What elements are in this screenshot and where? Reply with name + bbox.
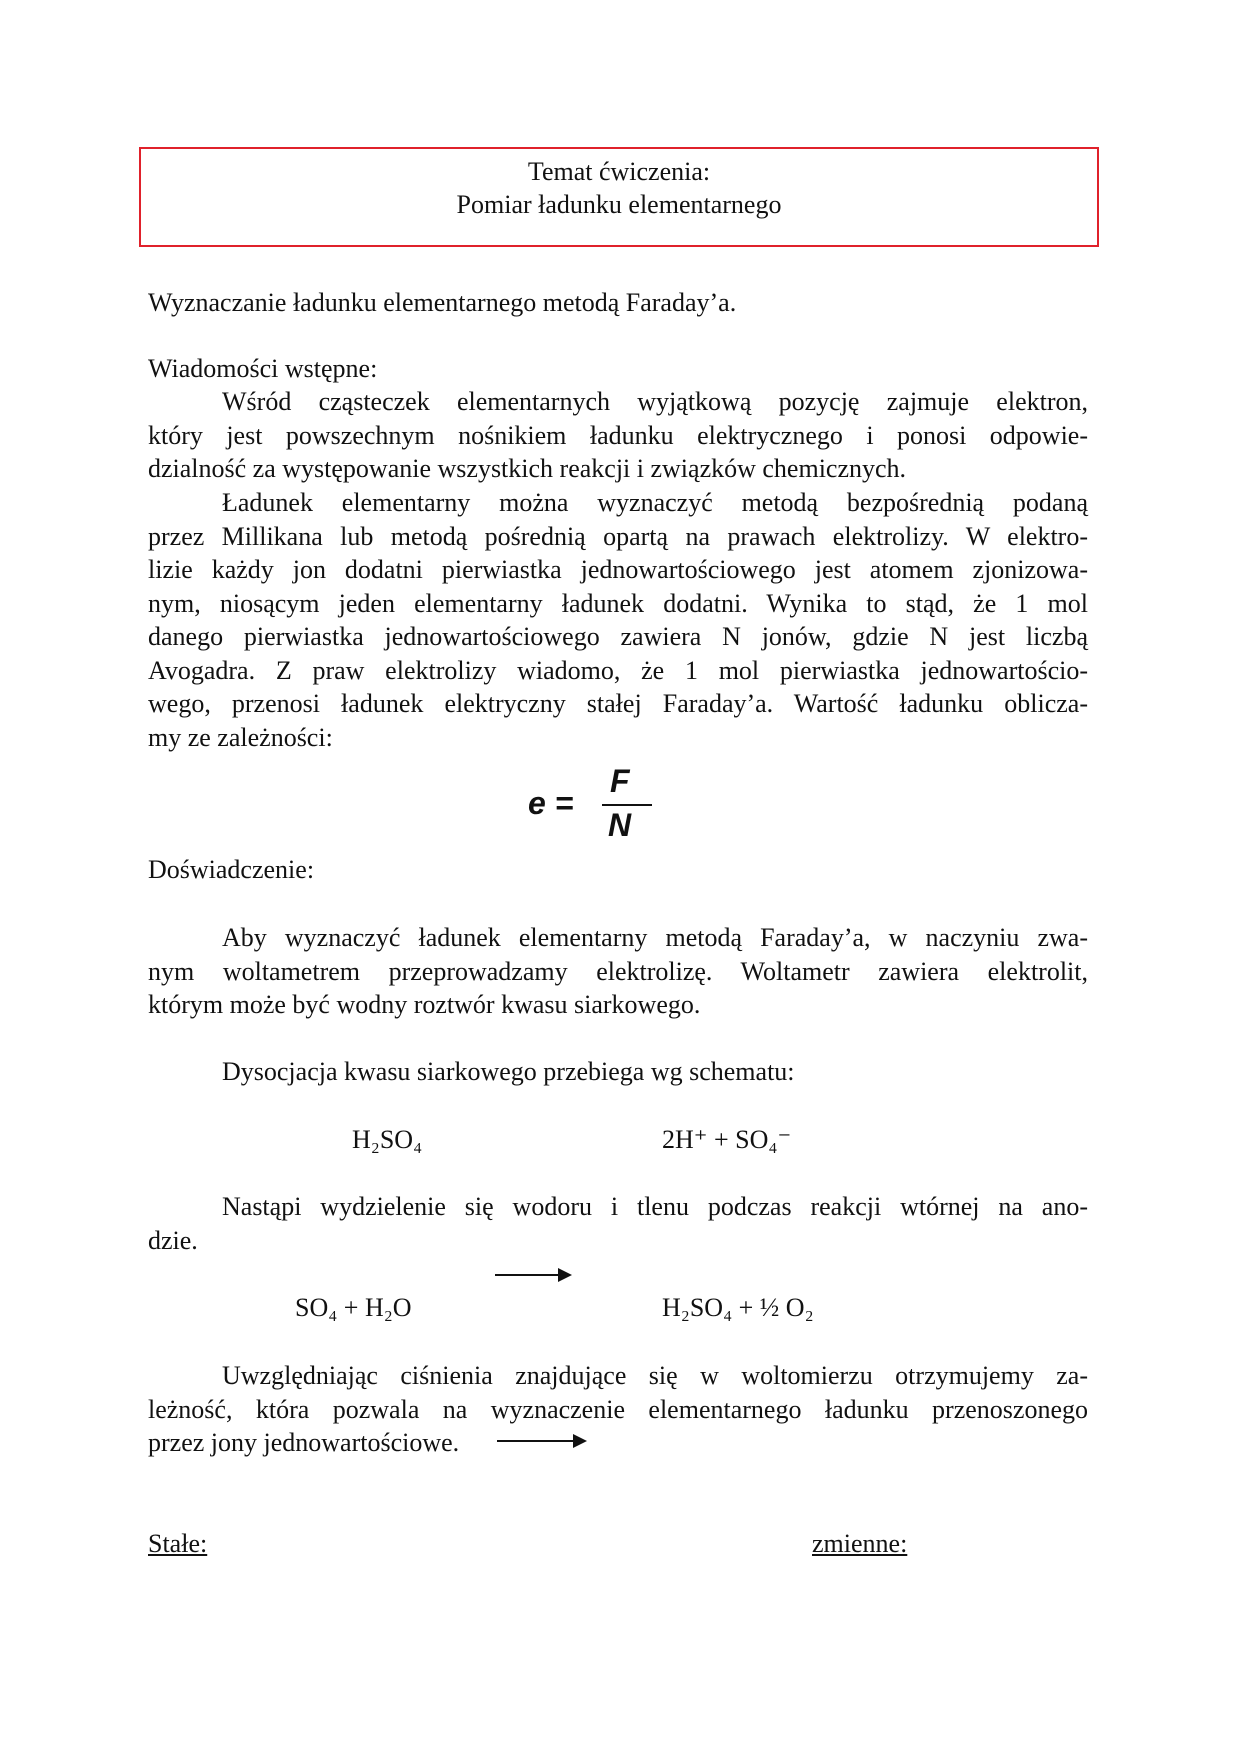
text-line: który jest powszechnym nośnikiem ładunku elektrycznego i ponosi odpowie- <box>148 420 1088 450</box>
title-line-1: Temat ćwiczenia: <box>527 157 711 186</box>
title-line-2: Pomiar ładunku elementarnego <box>456 190 782 219</box>
formula-denominator: N <box>608 807 632 843</box>
formula-lhs: e = <box>528 785 574 821</box>
variables-label: zmienne: <box>812 1529 908 1558</box>
text-line: dzialność za występowanie wszystkich reakcji i związków chemicznych. <box>148 454 907 483</box>
dissociation-intro: Dysocjacja kwasu siarkowego przebiega wg schematu: <box>222 1057 795 1086</box>
text-line: którym może być wodny roztwór kwasu siarkowego. <box>148 990 701 1019</box>
formula-numerator: F <box>610 763 630 799</box>
fraction-bar <box>602 804 652 806</box>
formula <box>528 765 658 845</box>
experiment-heading: Doświadczenie: <box>148 855 315 884</box>
text-line: przez Millikana lub metodą pośrednią opartą na prawach elektrolizy. W elektro- <box>148 521 1088 551</box>
reaction-arrow <box>495 1274 570 1276</box>
inline-arrow <box>497 1440 585 1442</box>
text-line: wego, przenosi ładunek elektryczny stałej Faraday’a. Wartość ładunku oblicza- <box>148 689 1088 718</box>
intro-paragraph-2 <box>148 486 1088 754</box>
text-line: my ze zależności: <box>148 722 333 752</box>
experiment-paragraph-3 <box>148 1359 1088 1460</box>
reaction-2-left: SO₄ + H₂O <box>295 1293 412 1322</box>
intro-heading: Wiadomości wstępne: <box>148 354 378 383</box>
text-line: Wśród cząsteczek elementarnych wyjątkową pozycję zajmuje elektron, <box>222 387 1088 416</box>
intro-paragraph-1 <box>148 385 1088 486</box>
constants-label: Stałe: <box>148 1529 208 1558</box>
text-line: lizie każdy jon dodatni pierwiastka jednowartościowego jest atomem zjonizowa- <box>148 555 1088 584</box>
reaction-1-left: H₂SO₄ <box>352 1125 423 1154</box>
text-line: Uwzględniając ciśnienia znajdujące się w woltomierzu otrzymujemy za- <box>222 1361 1088 1390</box>
reaction-1-right: 2H⁺ + SO₄⁻ <box>662 1125 792 1154</box>
text-line: Avogadra. Z praw elektrolizy wiadomo, że 1 mol pierwiastka jednowartościo- <box>148 655 1088 685</box>
experiment-paragraph-2 <box>148 1190 1088 1257</box>
text-line: dzie. <box>148 1225 198 1255</box>
title-box <box>139 147 1099 247</box>
text-line: przez jony jednowartościowe. <box>148 1428 460 1457</box>
text-line: nym woltametrem przeprowadzamy elektrolizę. Woltametr zawiera elektrolit, <box>148 956 1088 986</box>
text-line: Ładunek elementarny można wyznaczyć metodą bezpośrednią podaną <box>222 488 1088 517</box>
reaction-2-right: H₂SO₄ + ½ O₂ <box>662 1293 814 1322</box>
text-line: Nastąpi wydzielenie się wodoru i tlenu podczas reakcji wtórnej na ano- <box>222 1192 1088 1221</box>
experiment-paragraph-1 <box>148 921 1088 1022</box>
text-line: Aby wyznaczyć ładunek elementarny metodą Faraday’a, w naczyniu zwa- <box>222 923 1088 952</box>
text-line: nym, niosącym jeden elementarny ładunek dodatni. Wynika to stąd, że 1 mol <box>148 588 1088 618</box>
text-line: danego pierwiastka jednowartościowego zawiera N jonów, gdzie N jest liczbą <box>148 622 1088 651</box>
text-line: leżność, która pozwala na wyznaczenie elementarnego ładunku przenoszonego <box>148 1394 1088 1424</box>
subtitle: Wyznaczanie ładunku elementarnego metodą Faraday’a. <box>148 288 737 317</box>
